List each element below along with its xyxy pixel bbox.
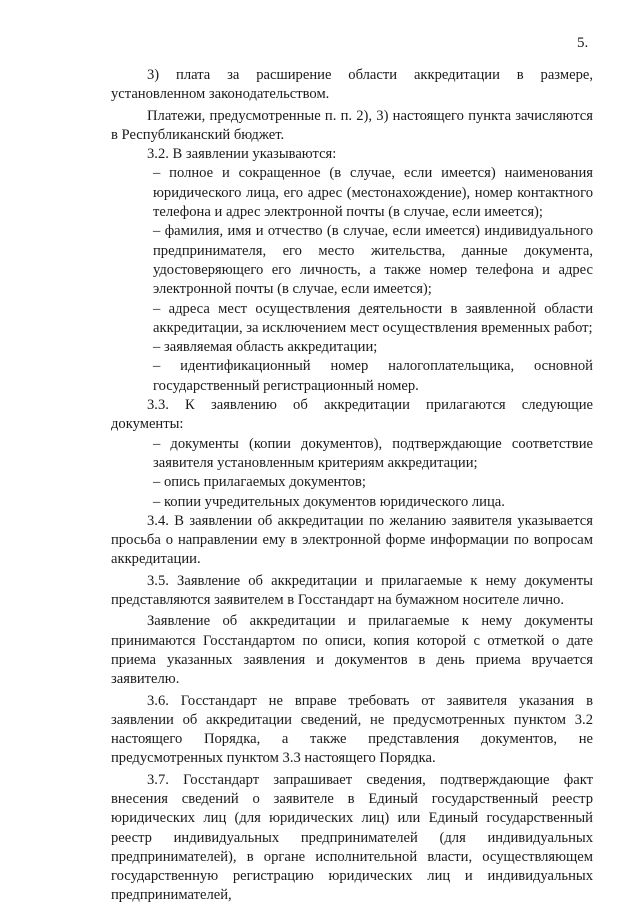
list-item: – опись прилагаемых документов; — [153, 474, 366, 491]
paragraph: 3.6. Госстандарт не вправе требовать от заявителя указания в заявлении об аккредитации сведений, не предусмотренных пунктом 3.2 настоящего Порядка, а также представления документов, не предусмотренных пунктом 3.3 настоящего Порядка. — [111, 692, 593, 767]
list-item: – адреса мест осуществления деятельности в заявленной области аккредитации, за исключением мест осуществления временных работ; — [153, 300, 593, 336]
list-item: – копии учредительных документов юридического лица. — [153, 493, 505, 510]
document-body — [111, 66, 593, 906]
paragraph: 3.3. К заявлению об аккредитации прилагаются следующие документы: — [111, 397, 593, 433]
paragraph: 3.4. В заявлении об аккредитации по желанию заявителя указывается просьба о направлении ему в электронной форме информации по вопросам аккредитации. — [111, 512, 593, 568]
paragraph: 3.5. Заявление об аккредитации и прилагаемые к нему документы представляются заявителем в Госстандарт на бумажном носителе лично. — [111, 572, 593, 609]
paragraph: Платежи, предусмотренные п. п. 2), 3) настоящего пункта зачисляются в Республиканский бюджет. — [111, 107, 593, 143]
paragraph: Заявление об аккредитации и прилагаемые к нему документы принимаются Госстандартом по описи, копия которой с отметкой о дате приема указанных заявления и документов в день приема вручается заявителю. — [111, 613, 593, 688]
list-item: – полное и сокращенное (в случае, если имеется) наименования юридического лица, его адрес (местонахождение), номер контактного телефона и адрес электронной почты (в случае, если имеется); — [153, 165, 593, 221]
list-item: – документы (копии документов), подтверждающие соответствие заявителя установленным критериям аккредитации; — [153, 435, 593, 471]
page-number: 5. — [577, 35, 589, 51]
paragraph: 3.7. Госстандарт запрашивает сведения, подтверждающие факт внесения сведений о заявителе в Единый государственный реестр юридических лиц (для юридических лиц) или Единый государственный реестр индивидуальных предпринимателей (для индивидуальных предпринимателей), в органе исполнительной власти, осуществляющем государственную регистрацию юридических лиц и индивидуальных предпринимателей, — [111, 771, 593, 904]
paragraph: 3) плата за расширение области аккредитации в размере, установленном законодательством. — [111, 67, 593, 103]
list-item: – заявляемая область аккредитации; — [153, 339, 378, 356]
section-heading: 3.2. В заявлении указываются: — [147, 146, 337, 163]
list-item: – фамилия, имя и отчество (в случае, если имеется) индивидуального предпринимателя, его место жительства, данные документа, удостоверяющего его личность, а также номер телефона и адрес электронной почты (в случае, если имеется); — [153, 223, 593, 298]
list-item: – идентификационный номер налогоплательщика, основной государственный регистрационный номер. — [153, 358, 593, 394]
